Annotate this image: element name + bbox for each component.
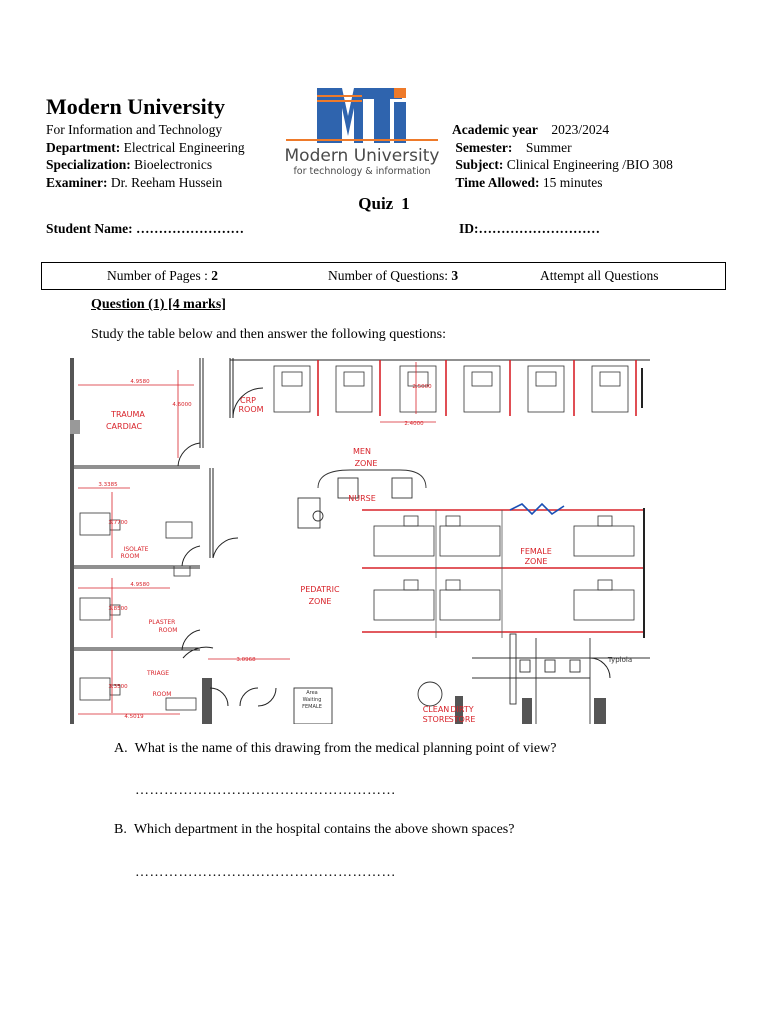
dim-label-5: 3.3385 [98, 482, 118, 488]
dim-label-9: 3.0968 [236, 657, 256, 663]
hospital-floor-plan [70, 358, 650, 724]
header-right-info [452, 121, 673, 191]
exam-info-box [41, 262, 726, 290]
dim-label-11: 3.3500 [108, 684, 128, 690]
semester-value: Summer [525, 139, 572, 155]
quiz-label: Quiz [358, 194, 394, 213]
logo-line2: for technology & information [293, 166, 431, 177]
question-1-title: Question (1) [4 marks] [91, 297, 226, 312]
university-name: Modern University [46, 94, 226, 119]
label-area: Area [306, 690, 318, 696]
student-name-label: Student Name: [46, 221, 133, 236]
pages-label: Number of Pages : [107, 268, 208, 283]
academic-year-line [452, 121, 673, 139]
student-name-field[interactable] [46, 221, 244, 237]
dim-label-1: 4.9580 [130, 379, 150, 385]
questions-label: Number of Questions: [328, 268, 448, 283]
dim-label-3: 2.4000 [404, 421, 424, 427]
label-nurse: NURSE [348, 494, 376, 503]
specialization-line [46, 156, 245, 174]
label-triage: TRIAGE [146, 670, 170, 677]
label-waiting-female: FEMALE [302, 704, 322, 710]
answer-a-line[interactable]: ……………………………………………… [135, 783, 396, 798]
subject-value: Clinical Engineering /BIO 308 [506, 157, 673, 172]
student-id-dots: ……………………… [478, 221, 600, 236]
student-id-label: ID: [459, 221, 479, 236]
label-dirty: DIRTY [450, 705, 474, 714]
label-isolate: ISOLATE [123, 546, 149, 553]
dim-label-7: 4.9580 [130, 582, 150, 588]
label-men-zone: ZONE [354, 459, 378, 468]
question-1-instruction: Study the table below and then answer the following questions: [91, 327, 446, 342]
academic-year-label: Academic year [452, 122, 538, 137]
academic-year-value: 2023/2024 [551, 122, 610, 137]
label-isolate-room: ROOM [120, 553, 140, 560]
dim-label-2: 4.6000 [172, 402, 192, 408]
pages-info [107, 268, 218, 284]
department-label: Department: [46, 139, 121, 155]
label-room-bottom: ROOM [152, 691, 172, 698]
header-left-info [46, 121, 245, 191]
question-b [114, 822, 514, 838]
label-female: FEMALE [520, 547, 552, 556]
examiner-value: Dr. Reeham Hussein [110, 174, 223, 190]
label-typlola: Typlola [607, 656, 633, 664]
quiz-number: 1 [401, 194, 410, 213]
university-subtitle: For Information and Technology [46, 122, 223, 137]
specialization-label: Specialization: [46, 157, 131, 172]
dim-label-8: 3.8500 [108, 606, 128, 612]
dim-label-6: 3.7700 [108, 520, 128, 526]
label-pedatric: PEDATRIC [300, 585, 340, 594]
dim-label-10: 4.5019 [124, 714, 144, 720]
subject-label: Subject: [455, 157, 504, 172]
question-b-label: B. [114, 822, 127, 837]
time-label: Time Allowed: [455, 174, 540, 190]
label-cardiac: CARDIAC [105, 422, 143, 431]
question-b-text: Which department in the hospital contains the above shown spaces? [133, 822, 515, 837]
university-logo [284, 86, 440, 178]
question-a-text: What is the name of this drawing from the medical planning point of view? [134, 741, 557, 756]
time-value: 15 minutes [542, 174, 603, 190]
label-female-zone: ZONE [524, 557, 548, 566]
label-plaster-room: ROOM [158, 627, 178, 634]
quiz-title [0, 194, 768, 214]
examiner-label: Examiner: [46, 174, 108, 190]
department-value: Electrical Engineering [123, 139, 245, 155]
label-crp: CRP [240, 396, 256, 405]
student-name-dots: …………………… [136, 221, 244, 236]
label-dirty-store: STORE [448, 715, 476, 724]
subject-line [452, 156, 673, 174]
label-men: MEN [353, 447, 371, 456]
logo-line1: Modern University [284, 146, 440, 166]
dim-label-4: 2.5000 [412, 384, 432, 390]
label-pedatric-zone: ZONE [308, 597, 332, 606]
department-line [46, 139, 245, 157]
questions-count: 3 [451, 268, 459, 283]
specialization-value: Bioelectronics [134, 157, 213, 172]
question-a [114, 741, 556, 757]
semester-line [452, 139, 673, 157]
label-trauma: TRAUMA [111, 410, 145, 419]
label-plaster: PLASTER [148, 619, 176, 626]
answer-b-line[interactable]: ……………………………………………… [135, 865, 396, 880]
semester-label: Semester: [455, 139, 513, 155]
questions-info [328, 268, 458, 284]
question-a-label: A. [114, 741, 128, 756]
label-clean-store: STORE [422, 715, 450, 724]
student-id-field[interactable] [459, 221, 600, 237]
label-clean: CLEAN [422, 705, 450, 714]
time-line [452, 174, 673, 192]
pages-count: 2 [211, 268, 218, 283]
attempt-info: Attempt all Questions [540, 268, 659, 283]
label-waiting: Waiting [302, 697, 322, 703]
label-crp-room: ROOM [238, 405, 264, 414]
examiner-line [46, 174, 245, 192]
